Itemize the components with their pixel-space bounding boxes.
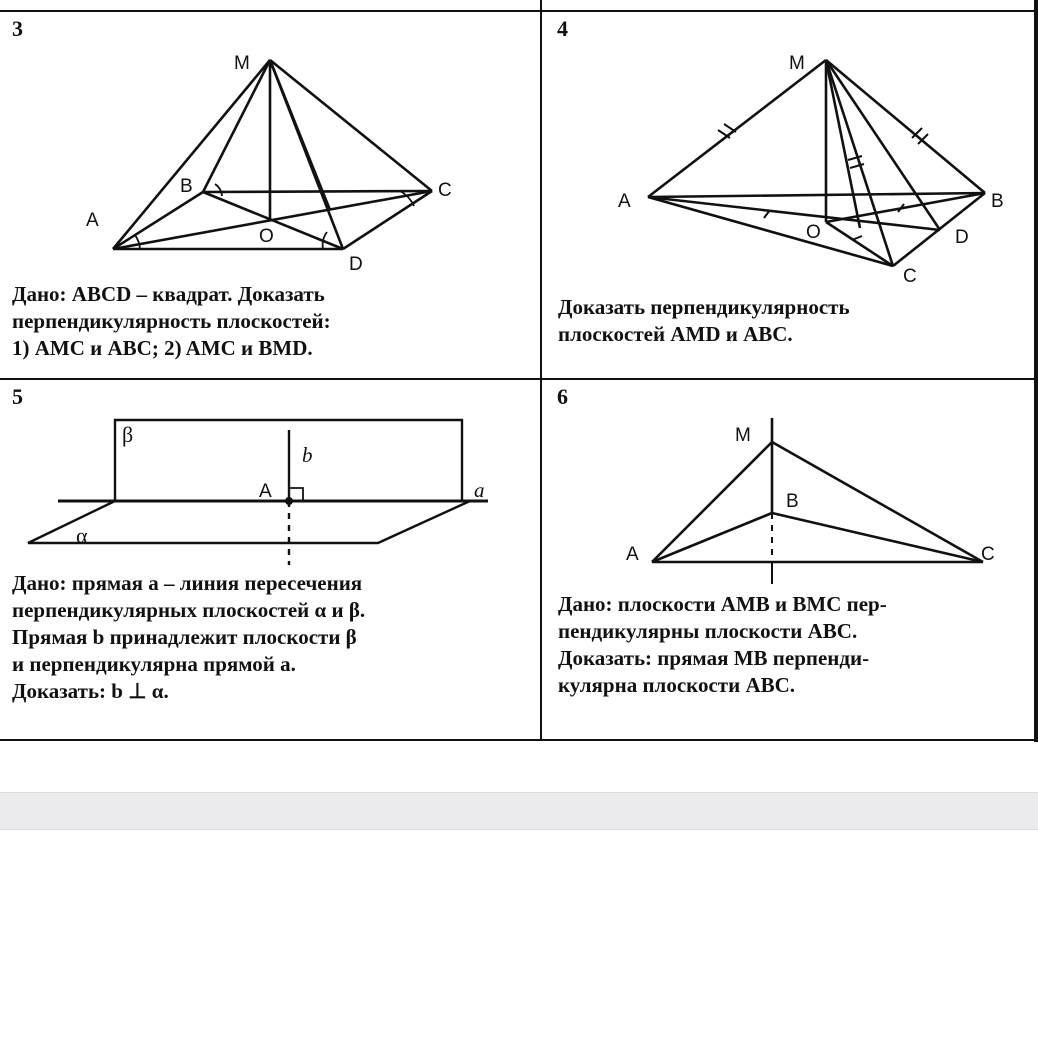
p3-label-D: D [349, 254, 363, 275]
problem-5-figure [0, 410, 540, 570]
problem-6-figure [542, 410, 1038, 590]
p4-label-B: B [991, 191, 1004, 212]
p4-label-D: D [955, 227, 969, 248]
problem-6-text: Дано: плоскости AMB и BMC пер- пендикулярны плоскости ABC. Доказать: прямая MB перпенди- кулярна плоскости ABC. [558, 592, 887, 697]
grid-line-middle [0, 378, 1038, 380]
p3-label-M: M [234, 53, 250, 74]
p6-label-A: A [626, 544, 639, 565]
p3-label-C: C [438, 180, 452, 201]
p5-label-b: b [302, 443, 313, 467]
p3-label-B: B [180, 176, 193, 197]
problem-6-number: 6 [557, 384, 568, 409]
problem-4-text: Доказать перпендикулярность плоскостей AMD и ABC. [558, 295, 850, 346]
p3-label-A: A [86, 210, 99, 231]
p6-label-B: B [786, 491, 799, 512]
problem-3-number: 3 [12, 16, 23, 41]
p4-label-O: O [806, 222, 821, 243]
problem-4-figure [542, 40, 1038, 290]
problem-5-number: 5 [12, 384, 23, 409]
problem-3-figure [0, 40, 540, 280]
problem-3-text: Дано: ABCD – квадрат. Доказать перпендикулярность плоскостей: 1) AMC и ABC; 2) AMC и BMD. [12, 282, 331, 360]
p5-label-A: A [259, 481, 272, 502]
p4-label-C: C [903, 266, 917, 287]
p3-label-O: O [259, 226, 274, 247]
problem-5-text: Дано: прямая a – линия пересечения перпендикулярных плоскостей α и β. Прямая b принадлежит плоскости β и перпендикулярна прямой a. Доказать: b ⊥ α. [12, 571, 366, 703]
problem-4-number: 4 [557, 16, 568, 41]
p4-label-A: A [618, 191, 631, 212]
p4-label-M: M [789, 53, 805, 74]
p5-label-beta: β [122, 422, 134, 447]
p5-label-alpha: α [76, 523, 88, 548]
p5-label-a: a [474, 478, 485, 502]
p6-label-M: M [735, 425, 751, 446]
p6-label-C: C [981, 544, 995, 565]
grid-line-bottom [0, 739, 1038, 741]
viewer-separator-bar [0, 792, 1038, 830]
grid-line-top [0, 10, 1038, 12]
